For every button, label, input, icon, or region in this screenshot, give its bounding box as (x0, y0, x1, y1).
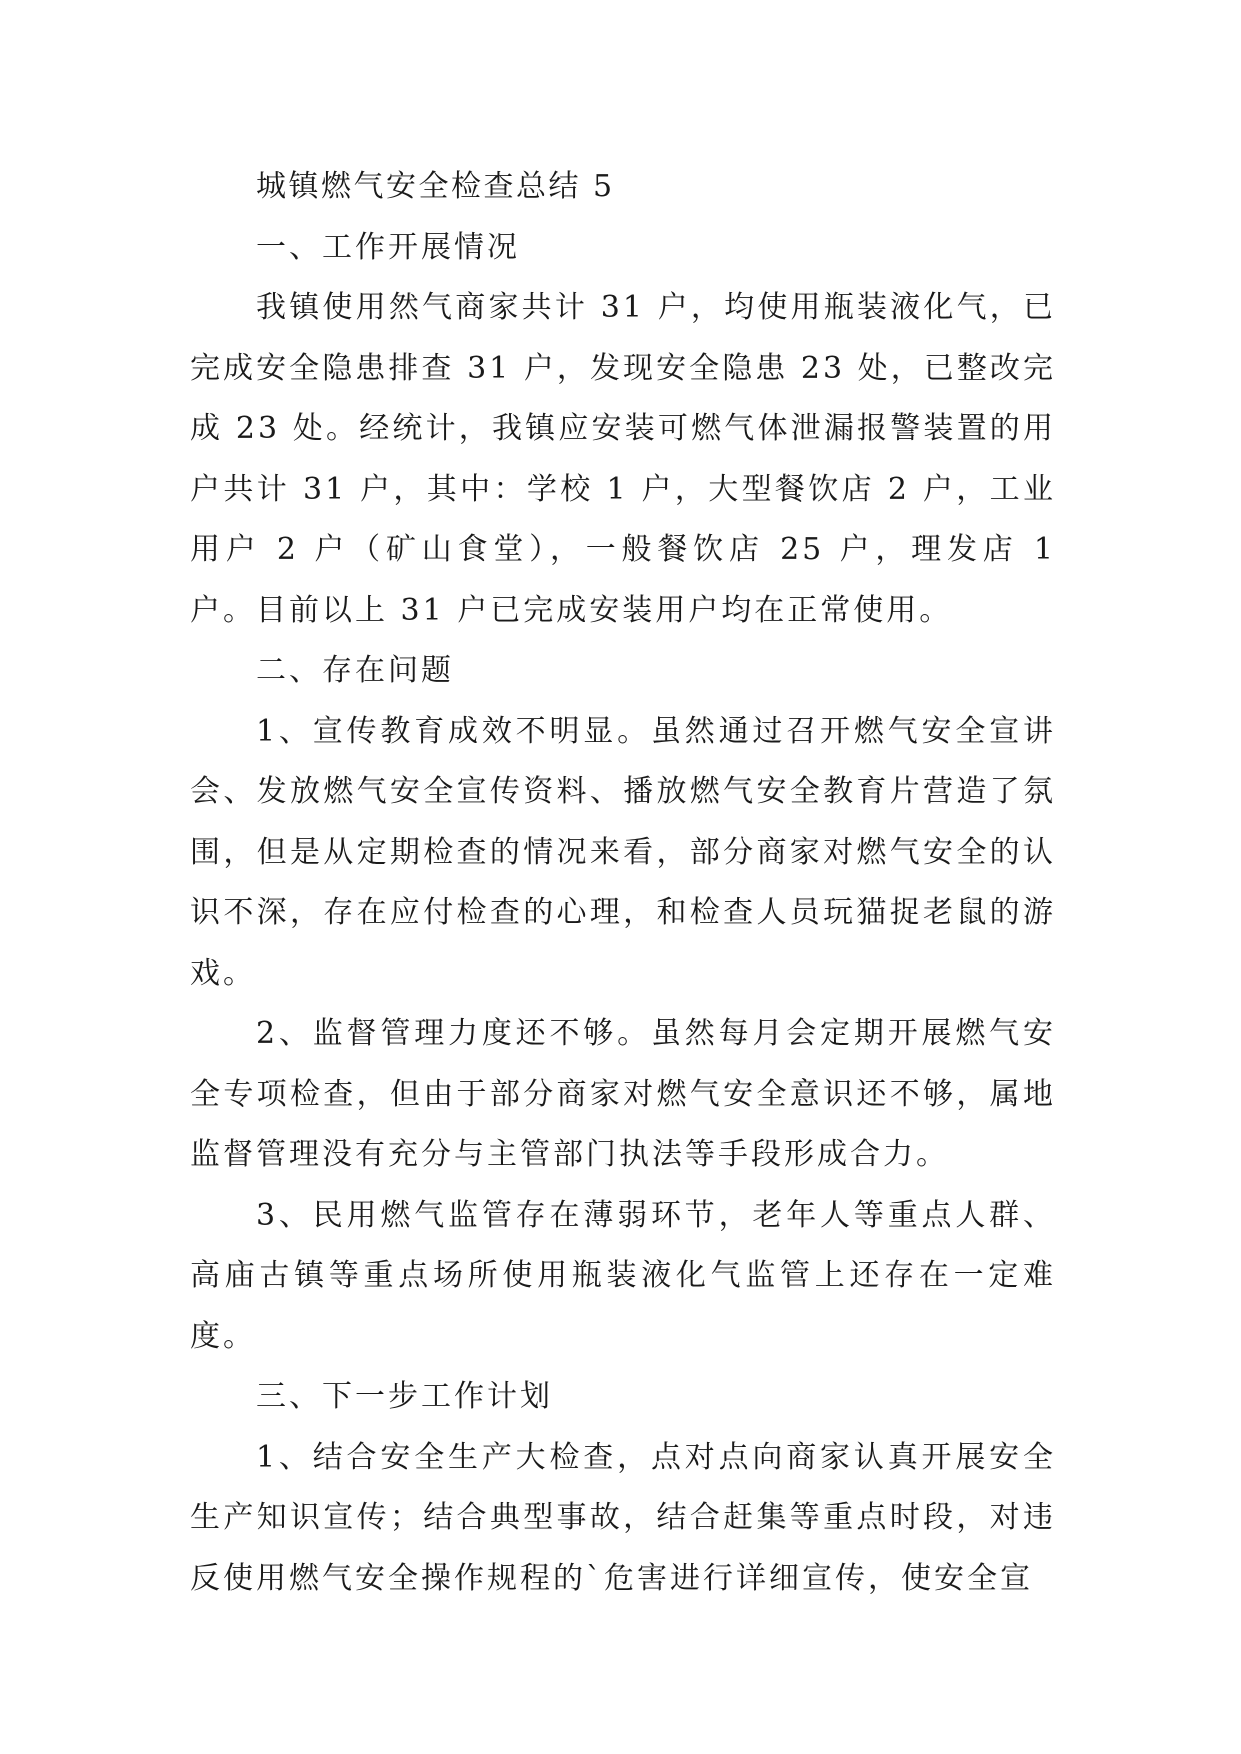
section-heading-1: 一、工作开展情况 (256, 229, 520, 265)
document-body (190, 157, 1056, 1609)
document-title: 城镇燃气安全检查总结 5 (256, 169, 615, 204)
paragraph-issue-1: 1、宣传教育成效不明显。虽然通过召开燃气安全宣讲会、发放燃气安全宣传资料、播放燃气安全教育片营造了氛围，但是从定期检查的情况来看，部分商家对燃气安全的认识不深，存在应付检查的心理，和检查人员玩猫捉老鼠的游戏。 (190, 713, 1056, 991)
paragraph-issue-3: 3、民用燃气监管存在薄弱环节，老年人等重点人群、高庙古镇等重点场所使用瓶装液化气监管上还存在一定难度。 (190, 1197, 1056, 1354)
paragraph-work-progress: 我镇使用然气商家共计 31 户，均使用瓶装液化气，已完成安全隐患排查 31 户，发现安全隐患 23 处，已整改完成 23 处。经统计，我镇应安装可燃气体泄漏报警装置的用户共计 31 户，其中：学校 1 户，大型餐饮店 2 户，工业用户 2 户（矿山食堂），一般餐饮店 25 户，理发店 1 户。目前以上 31 户已完成安装用户均在正常使用。 (190, 290, 1056, 628)
section-heading-3: 三、下一步工作计划 (256, 1379, 553, 1414)
paragraph-issue-2: 2、监督管理力度还不够。虽然每月会定期开展燃气安全专项检查，但由于部分商家对燃气安全意识还不够，属地监督管理没有充分与主管部门执法等手段形成合力。 (190, 1016, 1056, 1172)
paragraph-plan-1: 1、结合安全生产大检查，点对点向商家认真开展安全生产知识宣传；结合典型事故，结合赶集等重点时段，对违反使用燃气安全操作规程的`危害进行详细宣传，使安全宣 (190, 1439, 1056, 1596)
section-heading-2: 二、存在问题 (256, 653, 454, 688)
